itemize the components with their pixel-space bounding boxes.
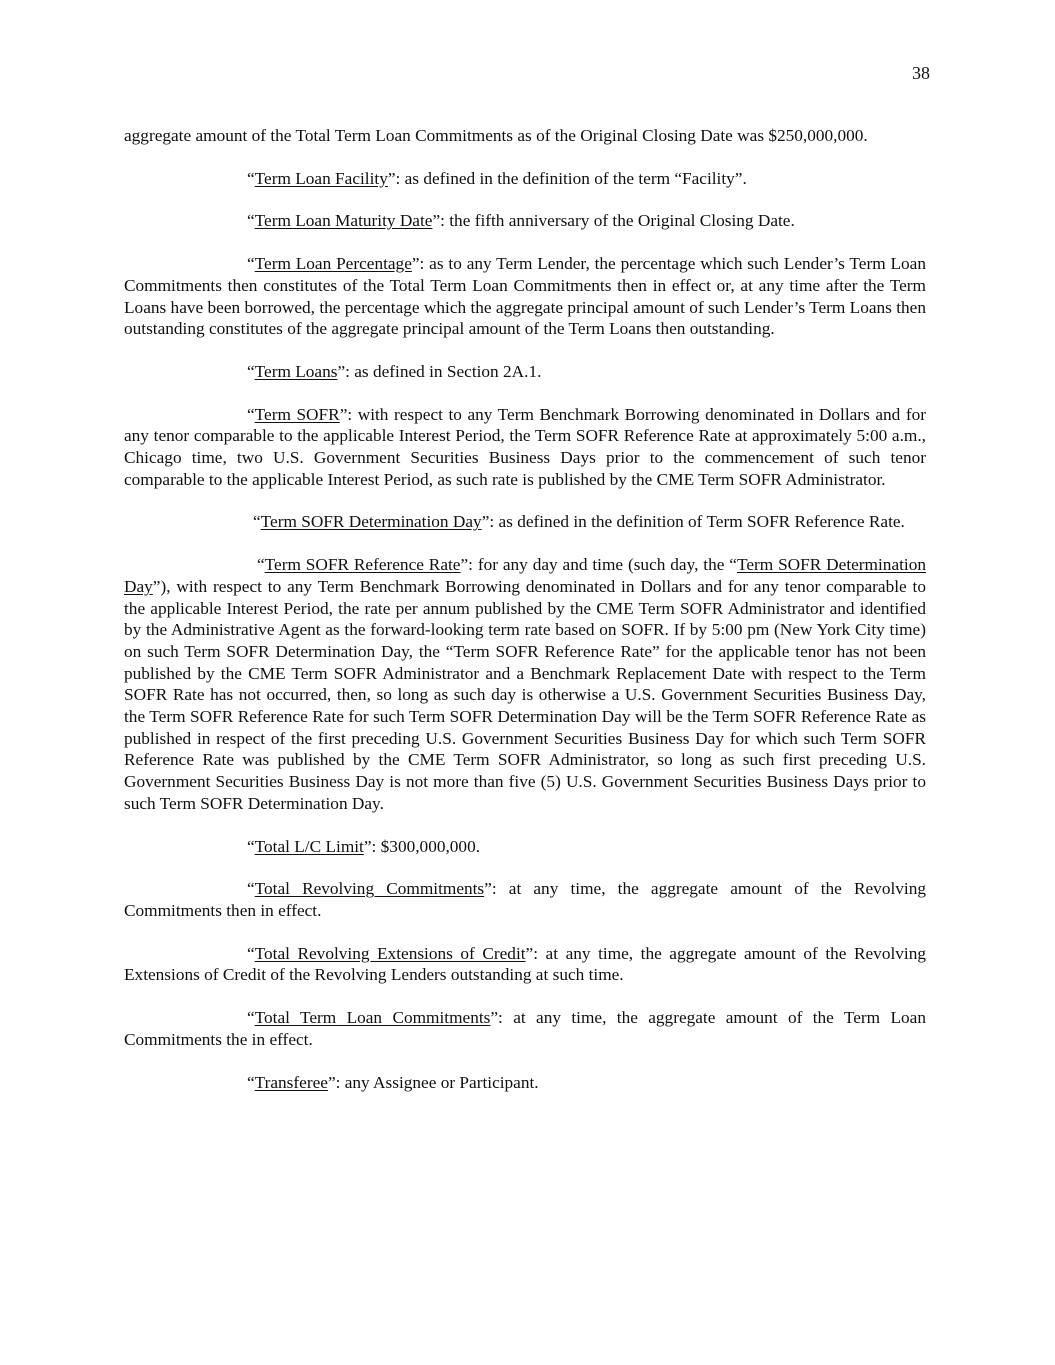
open-quote: “ — [247, 211, 255, 231]
definition-text: ”: at any time, the aggregate amount of the Revolving Commitments then in effect. — [124, 879, 926, 920]
open-quote: “ — [247, 254, 255, 274]
open-quote: “ — [247, 943, 255, 963]
definition-term-loans — [124, 361, 926, 383]
open-quote: “ — [247, 404, 255, 424]
open-quote: “ — [247, 361, 255, 381]
definition-text: ”: with respect to any Term Benchmark Borrowing denominated in Dollars and for any tenor comparable to the applicable Interest Period, the Term SOFR Reference Rate at approximately 5:00 a.m., Chicago time, two U.S. Government Securities Business Days prior to the commencement of such tenor comparable to the applicable Interest Period, as such rate is published by the CME Term SOFR Administrator. — [124, 404, 927, 489]
open-quote: “ — [253, 512, 261, 532]
definition-text: ”: at any time, the aggregate amount of the Term Loan Commitments the in effect. — [124, 1008, 926, 1049]
definition-total-term-loan-commitments — [124, 1007, 926, 1050]
definition-term-sofr — [124, 404, 926, 491]
definition-text: ”: any Assignee or Participant. — [327, 1072, 539, 1092]
definition-term-sofr-determination-day — [124, 511, 931, 533]
defined-term: Term Loan Percentage — [254, 254, 412, 274]
definition-term-loan-facility — [124, 168, 926, 190]
definition-term-loan-maturity-date — [124, 210, 926, 232]
definition-term-loan-percentage — [124, 253, 926, 340]
definition-term-sofr-reference-rate — [124, 554, 926, 814]
defined-term: Term SOFR Reference Rate — [264, 555, 461, 575]
paragraph-text: aggregate amount of the Total Term Loan Commitments as of the Original Closing Date was $250,000,000. — [124, 126, 868, 145]
defined-term: Term Loans — [254, 361, 338, 381]
open-quote: “ — [247, 1072, 255, 1092]
defined-term: Term Loan Maturity Date — [254, 211, 433, 231]
document-body — [124, 125, 926, 1114]
definition-text: ”: at any time, the aggregate amount of the Revolving Extensions of Credit of the Revolving Lenders outstanding at such time. — [124, 943, 926, 985]
open-quote: “ — [257, 555, 265, 575]
definition-text: ”: as to any Term Lender, the percentage which such Lender’s Term Loan Commitments then constitutes of the Total Term Loan Commitments then in effect or, at any time after the Term Loans have been borrowed, the percentage which the aggregate principal amount of such Lender’s Term Loans then outstanding constitutes of the aggregate principal amount of the Term Loans then outstanding. — [124, 254, 926, 339]
definition-text: ”: as defined in the definition of the term “Facility”. — [387, 168, 747, 188]
definition-text-lead: ”: for any day and time (such day, the “ — [460, 555, 737, 575]
defined-term: Term Loan Facility — [254, 168, 388, 188]
definition-text: ”: the fifth anniversary of the Original Closing Date. — [432, 211, 795, 231]
definition-text: ”: $300,000,000. — [363, 836, 481, 856]
defined-term: Transferee — [254, 1072, 328, 1092]
open-quote: “ — [247, 1008, 255, 1028]
open-quote: “ — [247, 836, 255, 856]
paragraph-carry-over — [124, 125, 926, 147]
definition-total-revolving-commitments — [124, 878, 926, 921]
defined-term: Term SOFR — [254, 404, 340, 424]
defined-term-inline: Term SOFR Determination Day — [124, 555, 926, 596]
definition-text: ”: as defined in the definition of Term SOFR Reference Rate. — [481, 512, 905, 532]
page-number: 38 — [912, 63, 930, 83]
definition-total-revolving-extensions-of-credit — [124, 943, 926, 986]
definition-transferee — [124, 1072, 926, 1094]
definition-text: ”), with respect to any Term Benchmark Borrowing denominated in Dollars and for any tenor comparable to the applicable Interest Period, the rate per annum published by the CME Term SOFR Administrator and identified by the Administrative Agent as the forward-looking term rate based on SOFR. If by 5:00 pm (New York City time) on such Term SOFR Determination Day, the “Term SOFR Reference Rate” for the applicable tenor has not been published by the CME Term SOFR Administrator and a Benchmark Replacement Date with respect to the Term SOFR Rate has not occurred, then, so long as such day is otherwise a U.S. Government Securities Business Day, the Term SOFR Reference Rate for such Term SOFR Determination Day will be the Term SOFR Reference Rate as published in respect of the first preceding U.S. Government Securities Business Day for which such Term SOFR Reference Rate was published by the CME Term SOFR Administrator, so long as such first preceding U.S. Government Securities Business Day is not more than five (5) U.S. Government Securities Business Days prior to such Term SOFR Determination Day. — [124, 576, 926, 813]
definition-text: ”: as defined in Section 2A.1. — [337, 361, 542, 381]
open-quote: “ — [247, 168, 255, 188]
defined-term: Total L/C Limit — [254, 836, 364, 856]
definition-total-lc-limit — [124, 836, 926, 858]
open-quote: “ — [247, 879, 255, 899]
defined-term: Total Revolving Commitments — [254, 879, 485, 899]
defined-term: Total Revolving Extensions of Credit — [254, 943, 526, 963]
defined-term: Term SOFR Determination Day — [260, 512, 482, 532]
defined-term: Total Term Loan Commitments — [254, 1008, 491, 1028]
